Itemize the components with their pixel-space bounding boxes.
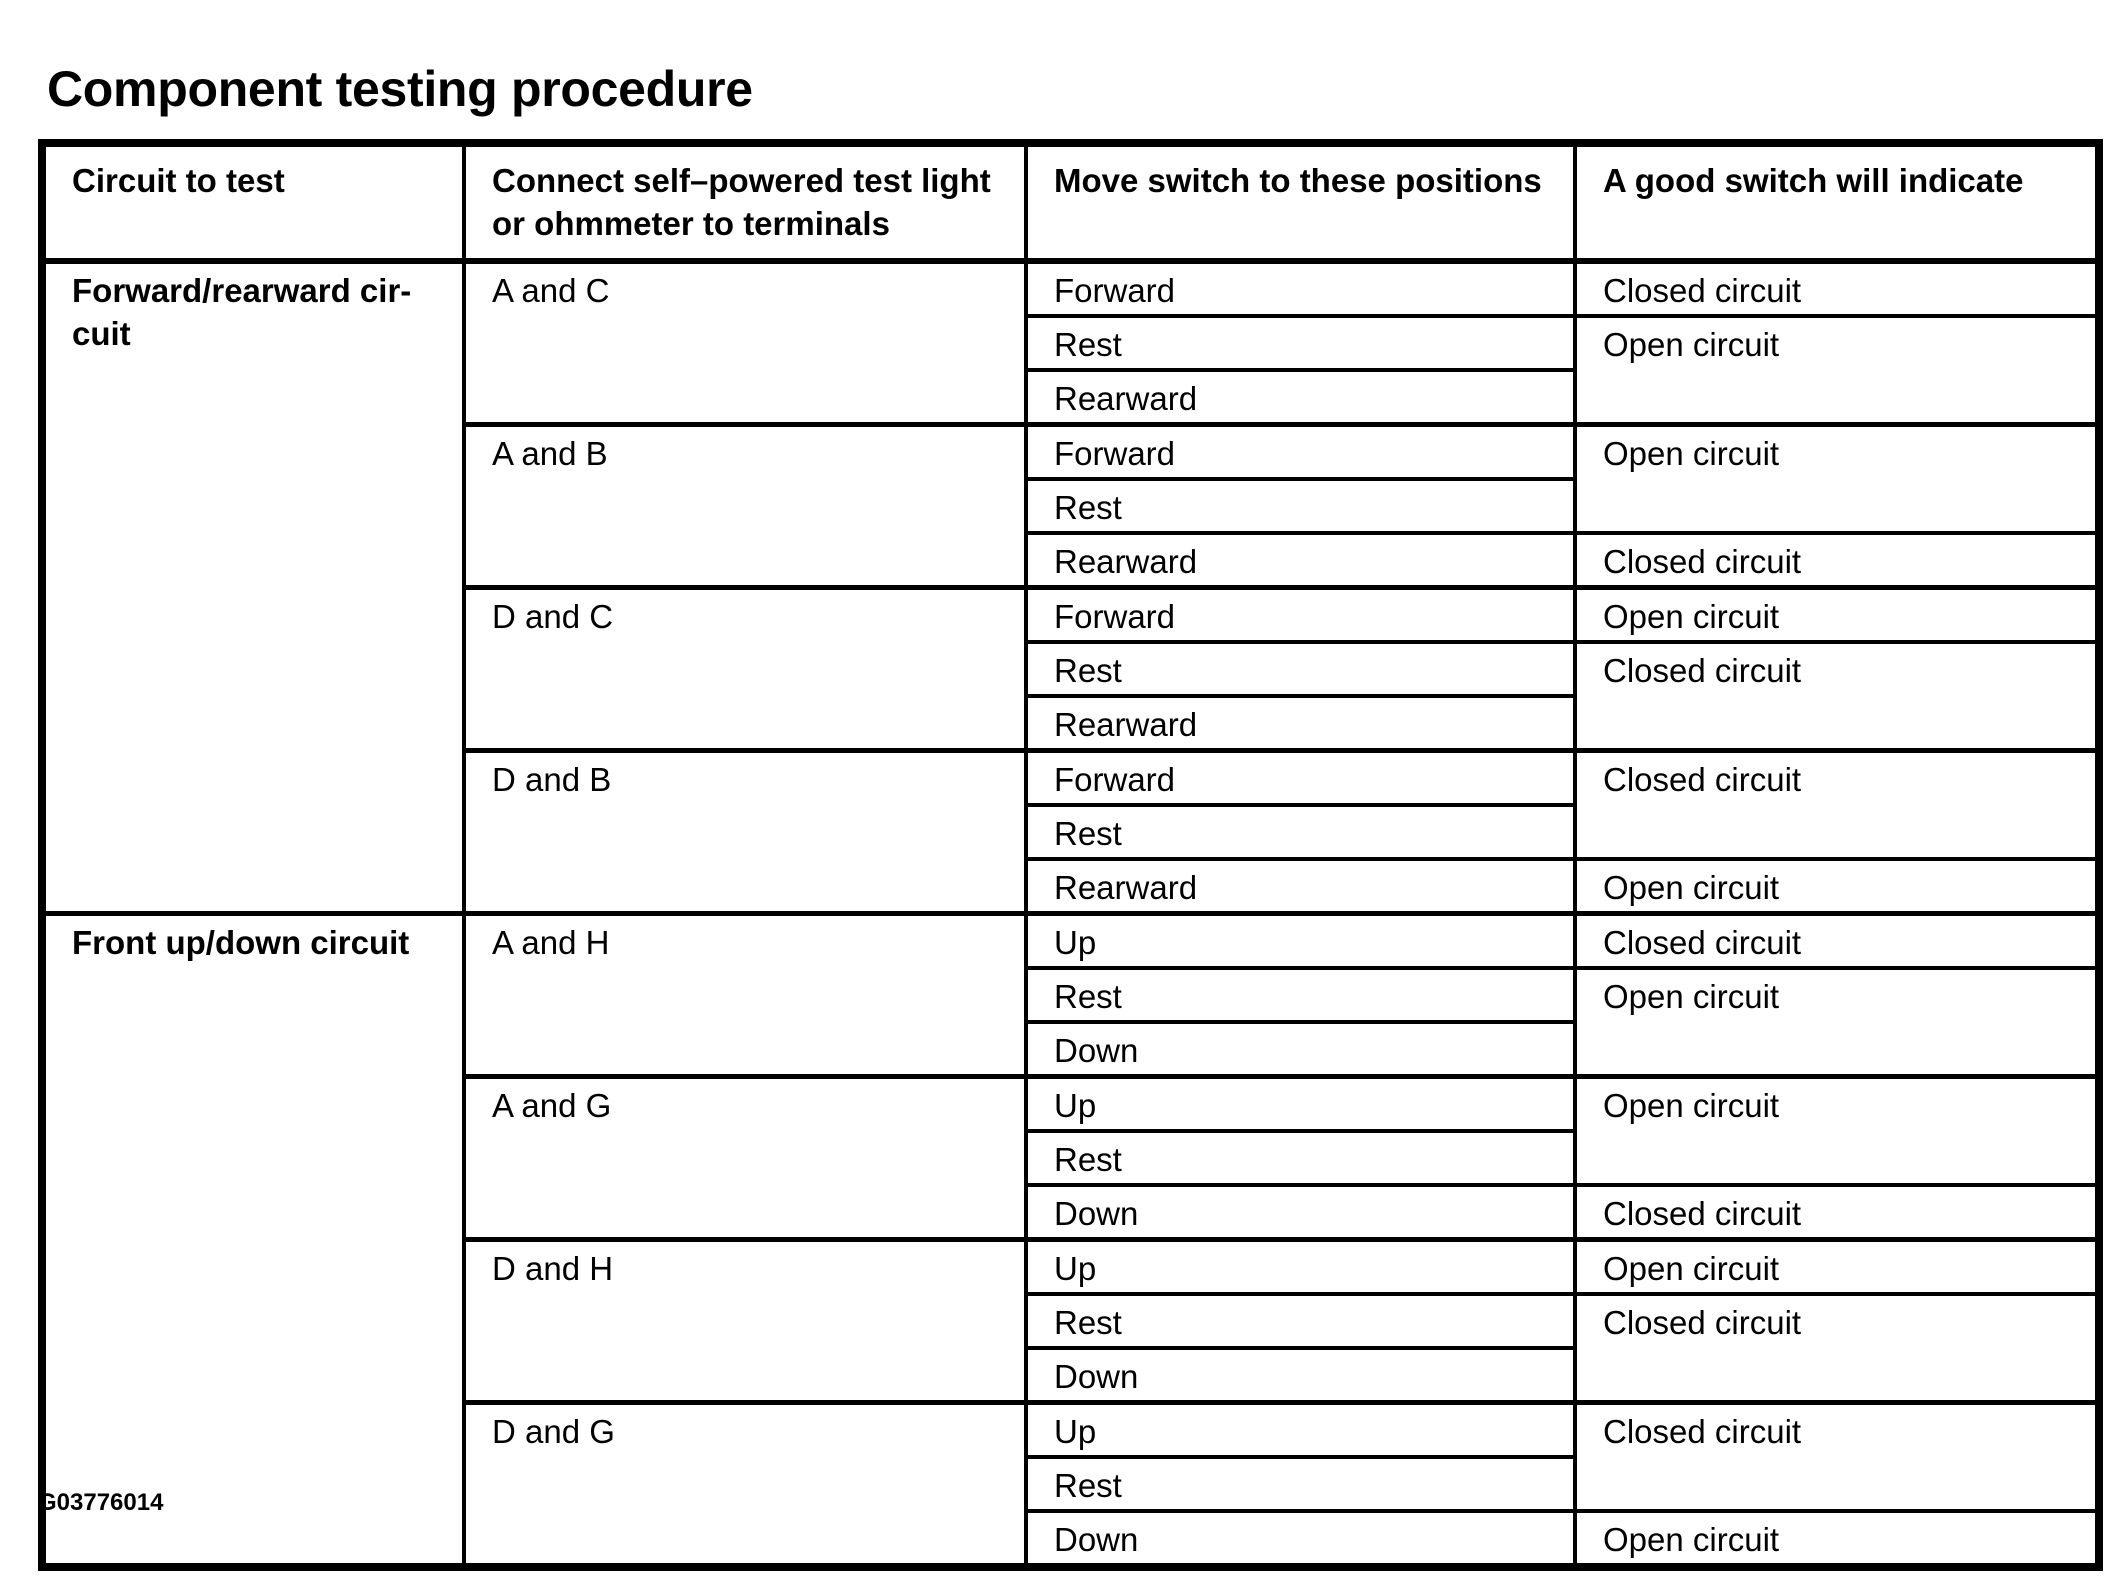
result-cell: Closed circuit — [1575, 1294, 2099, 1403]
terminals-cell: A and H — [464, 914, 1026, 1077]
result-cell: Open circuit — [1575, 588, 2099, 643]
figure-id: G03776014 — [38, 1489, 164, 1516]
result-cell: Closed circuit — [1575, 914, 2099, 969]
switch-position-cell: Forward — [1026, 261, 1575, 316]
table-row — [42, 914, 2099, 969]
result-cell: Open circuit — [1575, 1511, 2099, 1567]
component-testing-table — [38, 139, 2103, 1571]
result-cell: Closed circuit — [1575, 1185, 2099, 1240]
switch-position-cell: Forward — [1026, 751, 1575, 806]
switch-position-cell: Up — [1026, 1403, 1575, 1458]
switch-position-cell: Rest — [1026, 316, 1575, 370]
table-header-row — [42, 143, 2099, 261]
switch-position-cell: Rearward — [1026, 696, 1575, 751]
switch-position-cell: Rest — [1026, 1457, 1575, 1511]
terminals-cell: A and B — [464, 425, 1026, 588]
header-circuit-to-test: Circuit to test — [42, 143, 464, 261]
switch-position-cell: Rest — [1026, 1131, 1575, 1185]
terminals-cell: D and C — [464, 588, 1026, 751]
switch-position-cell: Down — [1026, 1348, 1575, 1403]
switch-position-cell: Up — [1026, 1077, 1575, 1132]
header-terminals: Connect self–powered test light or ohmmeter to terminals — [464, 143, 1026, 261]
switch-position-cell: Rearward — [1026, 533, 1575, 588]
result-cell: Open circuit — [1575, 1077, 2099, 1186]
switch-position-cell: Down — [1026, 1185, 1575, 1240]
switch-position-cell: Rest — [1026, 479, 1575, 533]
switch-position-cell: Rearward — [1026, 859, 1575, 914]
result-cell: Open circuit — [1575, 968, 2099, 1077]
result-cell: Open circuit — [1575, 859, 2099, 914]
circuit-name-cell: Front up/down circuit — [42, 914, 464, 1568]
switch-position-cell: Forward — [1026, 588, 1575, 643]
result-cell: Open circuit — [1575, 1240, 2099, 1295]
switch-position-cell: Rest — [1026, 642, 1575, 696]
header-good-switch-indication: A good switch will indicate — [1575, 143, 2099, 261]
terminals-cell: D and G — [464, 1403, 1026, 1568]
terminals-cell: D and B — [464, 751, 1026, 914]
switch-position-cell: Down — [1026, 1022, 1575, 1077]
header-switch-positions: Move switch to these positions — [1026, 143, 1575, 261]
page-title: Component testing procedure — [47, 61, 753, 117]
switch-position-cell: Rest — [1026, 1294, 1575, 1348]
terminals-cell: D and H — [464, 1240, 1026, 1403]
switch-position-cell: Rearward — [1026, 370, 1575, 425]
result-cell: Closed circuit — [1575, 261, 2099, 316]
terminals-cell: A and C — [464, 261, 1026, 425]
switch-position-cell: Up — [1026, 1240, 1575, 1295]
switch-position-cell: Rest — [1026, 968, 1575, 1022]
terminals-cell: A and G — [464, 1077, 1026, 1240]
circuit-name-cell: Forward/rearward cir- cuit — [42, 261, 464, 914]
procedure-table-container — [38, 139, 2103, 1571]
switch-position-cell: Down — [1026, 1511, 1575, 1567]
switch-position-cell: Up — [1026, 914, 1575, 969]
result-cell: Closed circuit — [1575, 533, 2099, 588]
result-cell: Open circuit — [1575, 316, 2099, 425]
switch-position-cell: Rest — [1026, 805, 1575, 859]
switch-position-cell: Forward — [1026, 425, 1575, 480]
result-cell: Closed circuit — [1575, 751, 2099, 860]
result-cell: Closed circuit — [1575, 1403, 2099, 1512]
table-body — [42, 261, 2099, 1567]
table-row — [42, 261, 2099, 316]
result-cell: Closed circuit — [1575, 642, 2099, 751]
result-cell: Open circuit — [1575, 425, 2099, 534]
